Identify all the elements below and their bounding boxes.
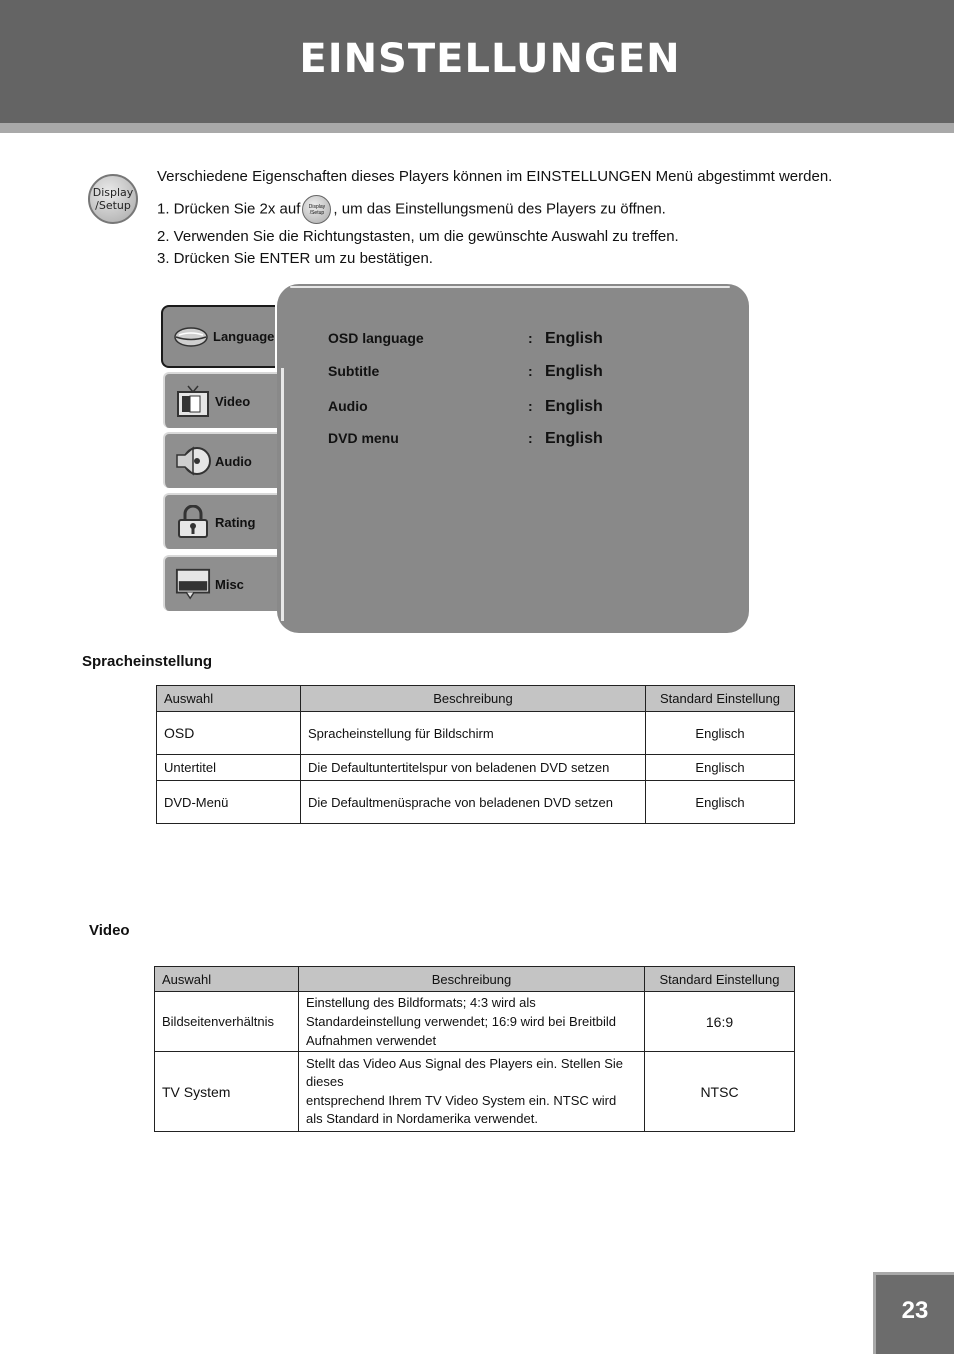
intro-line: Verschiedene Eigenschaften dieses Players können im EINSTELLUNGEN Menü abgestimmt werden.: [157, 168, 833, 185]
table-row: Bildseitenverhältnis Einstellung des Bildformats; 4:3 wird als Standardeinstellung verwendet; 16:9 wird bei Breitbild Aufnahmen verwendet 16:9: [155, 992, 795, 1052]
table-row: TV System Stellt das Video Aus Signal des Players ein. Stellen Sie dieses entsprechend Ihrem TV Video System ein. NTSC wird als Standard in Nordamerika verwendet. NTSC: [155, 1052, 795, 1132]
col-header: Standard Einstellung: [646, 686, 795, 712]
tab-video[interactable]: [163, 372, 277, 428]
tab-label: Video: [215, 393, 251, 409]
panel-divider: [281, 368, 284, 621]
tab-label: Misc: [215, 576, 244, 592]
tab-rating[interactable]: [163, 493, 277, 549]
table-row: Untertitel Die Defaultuntertitelspur von beladenen DVD setzen Englisch: [157, 755, 795, 781]
page-title: EINSTELLUNGEN: [299, 36, 681, 82]
display-setup-small-icon: Display /Setup: [302, 195, 331, 224]
table-row: OSD Spracheinstellung für Bildschirm Englisch: [157, 712, 795, 755]
tab-label: Audio: [215, 453, 252, 469]
section-title-language: Spracheinstellung: [82, 653, 213, 670]
col-header: Auswahl: [157, 686, 301, 712]
page-number: 23: [873, 1272, 954, 1354]
col-header: Beschreibung: [301, 686, 646, 712]
menu-row-subtitle[interactable]: Subtitle : English: [328, 363, 603, 380]
tab-audio[interactable]: [163, 432, 277, 488]
padlock-icon: [175, 505, 211, 539]
panel-highlight: [290, 286, 730, 288]
menu-row-audio[interactable]: Audio : English: [328, 398, 603, 415]
menu-row-dvd-menu[interactable]: DVD menu : English: [328, 430, 603, 447]
intro-text: [157, 166, 832, 270]
display-setup-button-icon: Display /Setup: [88, 174, 138, 224]
monitor-icon: [175, 567, 211, 601]
tab-language[interactable]: [161, 305, 275, 368]
tv-icon: [175, 384, 211, 418]
menu-row-osd-language[interactable]: OSD language : English: [328, 330, 603, 347]
tab-label: Language: [213, 329, 275, 344]
step-2: 2. Verwenden Sie die Richtungstasten, um die gewünschte Auswahl zu treffen.: [157, 228, 679, 245]
table-row: DVD-Menü Die Defaultmenüsprache von beladenen DVD setzen Englisch: [157, 781, 795, 824]
tab-misc[interactable]: [163, 555, 277, 611]
step-3: 3. Drücken Sie ENTER um zu bestätigen.: [157, 250, 433, 267]
section-title-video: Video: [89, 922, 130, 939]
video-table: [154, 966, 795, 1132]
col-header: Beschreibung: [299, 967, 645, 992]
header-strip: [0, 123, 954, 133]
speaker-disc-icon: [175, 444, 211, 478]
col-header: Standard Einstellung: [645, 967, 795, 992]
language-table: [156, 685, 795, 824]
step-1: 1. Drücken Sie 2x auf Display /Setup , um das Einstellungsmenü des Players zu öffnen.: [157, 195, 832, 224]
col-header: Auswahl: [155, 967, 299, 992]
lips-icon: [173, 320, 209, 354]
tab-label: Rating: [215, 514, 256, 530]
